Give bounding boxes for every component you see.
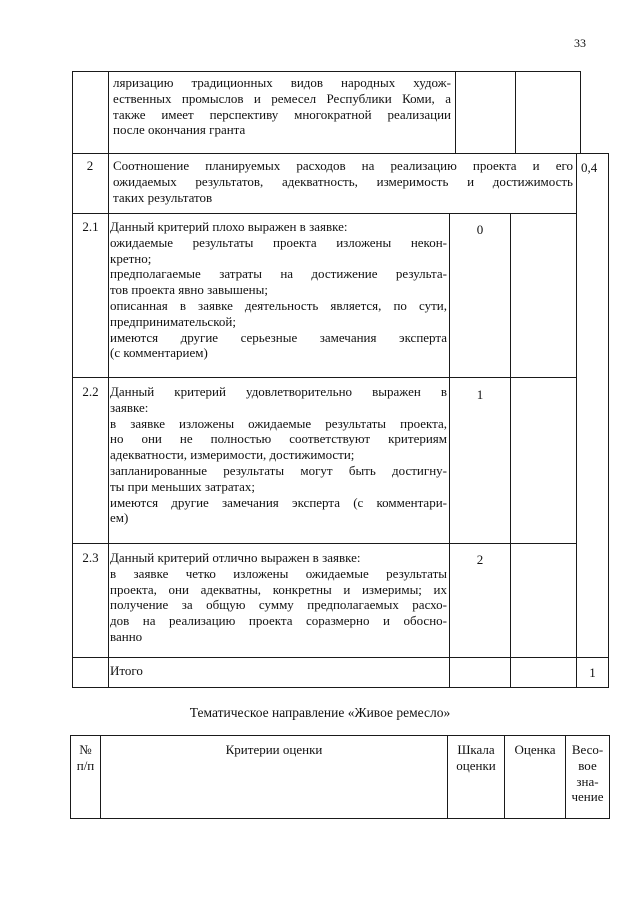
table-border-line [108, 71, 109, 688]
row-number: 2.2 [82, 384, 99, 399]
table-border-line [515, 71, 516, 154]
continuation-criterion-text: ляризацию традиционных видов народных худож- ественных промыслов и ремесел Республики Коми, а также имеет перспективу многократной реализации после окончания гранта [113, 75, 451, 138]
table-border-line [576, 153, 577, 688]
header-number-column: № п/п [76, 742, 95, 773]
criterion-description: Данный критерий отлично выражен в заявке: в заявке четко изложены ожидаемые результаты проекта, они адекватны, конкретны и измеримы; их получение за общую сумму предполагаемых расхо- дов на реализацию проекта соразмерно и обосно- ванно [110, 550, 447, 644]
criterion-description: Данный критерий удовлетворительно выражен в заявке: в заявке изложены ожидаемые результаты проекта, но они не полностью соответствуют критериям адекватности, измеримости, достижимости; запланированные результаты могут быть достигну- ты при меньших затратах; имеются другие замечания эксперта (с комментари- ем) [110, 384, 447, 526]
row-number: 2.1 [82, 219, 99, 234]
table-border-line [580, 71, 581, 154]
page-number: 33 [574, 36, 586, 50]
score-value: 2 [476, 552, 484, 567]
table-border-line [609, 735, 610, 819]
header-criteria-column: Критерии оценки [225, 742, 323, 757]
header-scale-column: Шкала оценки [456, 742, 496, 773]
table-border-line [72, 213, 577, 214]
table-border-line [72, 377, 577, 378]
table-border-line [608, 153, 609, 688]
table-border-line [72, 153, 609, 154]
table-border-line [72, 71, 73, 688]
table-border-line [72, 687, 609, 688]
table-border-line [510, 213, 511, 688]
table-border-line [72, 543, 577, 544]
criterion-heading-text: Соотношение планируемых расходов на реализацию проекта и его ожидаемых результатов, адекватность, измеримость и достижимость таких результатов [113, 158, 573, 205]
table-border-line [70, 818, 609, 819]
header-weight-column: Весо- вое зна- чение [571, 742, 604, 805]
total-weight: 1 [589, 665, 596, 680]
weight-value: 0,4 [581, 160, 598, 175]
criterion-description: Данный критерий плохо выражен в заявке: ожидаемые результаты проекта изложены некон- кретно; предполагаемые затраты на достижение результа- тов проекта явно завышены; описанная в заявке деятельность является, по сути, предпринимательской; имеются другие серьезные замечания эксперта (с комментарием) [110, 219, 447, 361]
header-score-column: Оценка [514, 742, 556, 757]
section-title: Тематическое направление «Живое ремесло» [189, 705, 451, 720]
row-number: 2 [86, 158, 94, 173]
table-border-line [70, 735, 609, 736]
row-number: 2.3 [82, 550, 99, 565]
table-border-line [72, 657, 609, 658]
table-border-line [455, 71, 456, 154]
total-label: Итого [110, 663, 143, 678]
table-border-line [72, 71, 581, 72]
score-value: 1 [476, 387, 484, 402]
table-border-line [449, 213, 450, 688]
score-value: 0 [476, 222, 484, 237]
